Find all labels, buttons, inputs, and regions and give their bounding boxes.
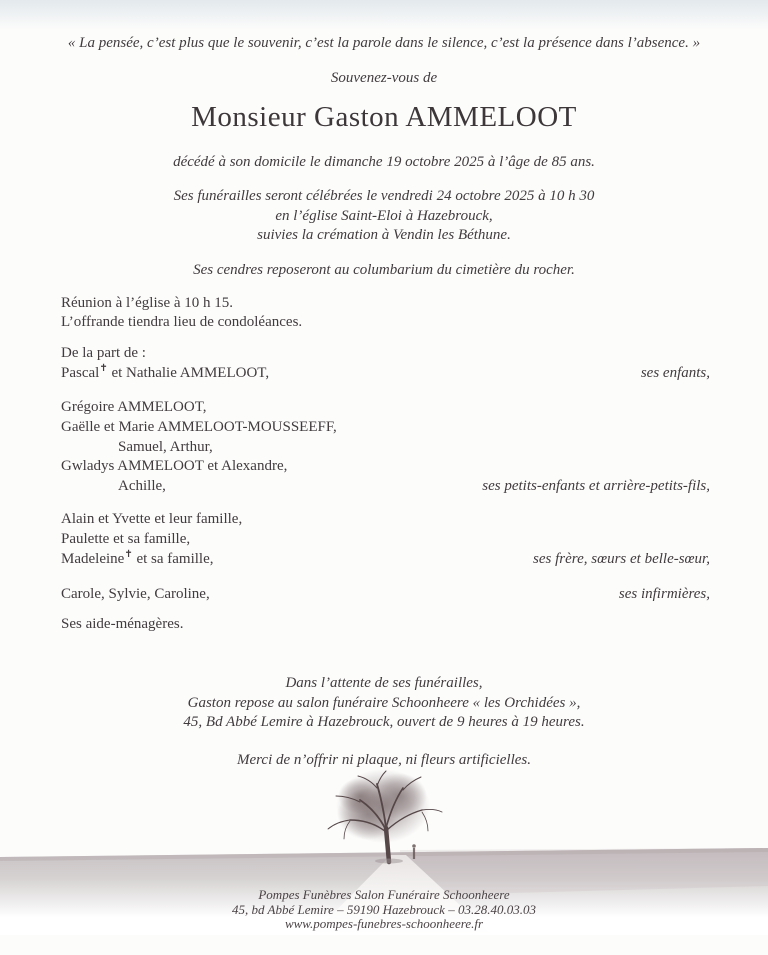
meeting-line-2: L’offrande tiendra lieu de condoléances. [61, 314, 303, 330]
funeral-line-2: en l’église Saint-Eloi à Hazebrouck, [275, 207, 493, 224]
deceased-name-title: Monsieur Gaston AMMELOOT [191, 101, 577, 133]
relation-label-siblings: ses frère, sœurs et belle-sœur, [533, 550, 710, 567]
relation-label-children: ses enfants, [640, 365, 710, 381]
closing-line-1: Dans l’attente de ses funérailles, [285, 675, 483, 691]
family-name: Gaëlle et Marie AMMELOOT-MOUSSEEFF, [61, 418, 337, 435]
family-name: Achille, ses petits-enfants et arrière-petits-fils, [61, 477, 710, 497]
funeral-home-address: 45, bd Abbé Lemire – 59190 Hazebrouck – 03.28.40.03.03 [232, 901, 536, 917]
closing-line-3: 45, Bd Abbé Lemire à Hazebrouck, ouvert de 9 heures à 19 heures. [183, 714, 585, 731]
meeting-block [0, 294, 768, 332]
relation-label-grandchildren: ses petits-enfants et arrière-petits-fils, [482, 478, 710, 495]
funeral-home-website: www.pompes-funebres-schoonheere.fr [284, 916, 484, 931]
family-name: Pascal [61, 365, 100, 381]
death-notice-line: décédé à son domicile le dimanche 19 octobre 2025 à l’âge de 85 ans. [173, 154, 595, 170]
family-row-children [0, 363, 768, 383]
deceased-cross-icon: ✝ [99, 363, 108, 374]
ashes-line: Ses cendres reposeront au columbarium du cimetière du rocher. [193, 262, 575, 278]
deceased-cross-icon: ✝ [124, 548, 133, 560]
memorial-quote: « La pensée, c’est plus que le souvenir, c’est la parole dans le silence, c’est la présence dans l’absence. » [67, 35, 701, 51]
remember-line: Souvenez-vous de [330, 70, 438, 86]
tree-shadow [375, 859, 403, 864]
funeral-home-name: Pompes Funèbres Salon Funéraire Schoonheere [258, 887, 510, 902]
family-name: Madeleine✝ et sa famille, ses frère, sœurs et belle-sœur, [61, 550, 710, 570]
funeral-home-block [0, 674, 768, 733]
no-flowers-notice: Merci de n’offrir ni plaque, ni fleurs artificielles. [237, 752, 531, 768]
family-heading: De la part de : [61, 345, 146, 361]
family-name: Samuel, Arthur, [118, 438, 213, 455]
closing-line-2: Gaston repose au salon funéraire Schoonheere « les Orchidées », [187, 694, 581, 711]
funeral-line-3: suivies la crémation à Vendin les Béthune. [257, 227, 511, 243]
family-group-siblings [0, 510, 768, 569]
family-name: Gwladys AMMELOOT et Alexandre, [61, 458, 288, 475]
family-name: Grégoire AMMELOOT, [61, 399, 207, 415]
funeral-line-1: Ses funérailles seront célébrées le vendredi 24 octobre 2025 à 10 h 30 [173, 188, 595, 204]
family-group-grandchildren [0, 398, 768, 497]
funeral-home-footer [0, 888, 768, 932]
relation-label-nurses: ses infirmières, [618, 586, 710, 602]
family-row-nurses [0, 584, 768, 604]
family-name: Alain et Yvette et leur famille, [61, 511, 243, 527]
family-row-housekeepers: Ses aide-ménagères. [61, 616, 184, 632]
funeral-details-block [0, 187, 768, 246]
family-name: et Nathalie AMMELOOT, [107, 365, 270, 381]
family-name: Carole, Sylvie, Caroline, [61, 586, 210, 602]
scan-artifact-band [0, 0, 768, 30]
family-name: Paulette et sa famille, [61, 530, 191, 547]
meeting-line-1: Réunion à l’église à 10 h 15. [61, 295, 234, 311]
